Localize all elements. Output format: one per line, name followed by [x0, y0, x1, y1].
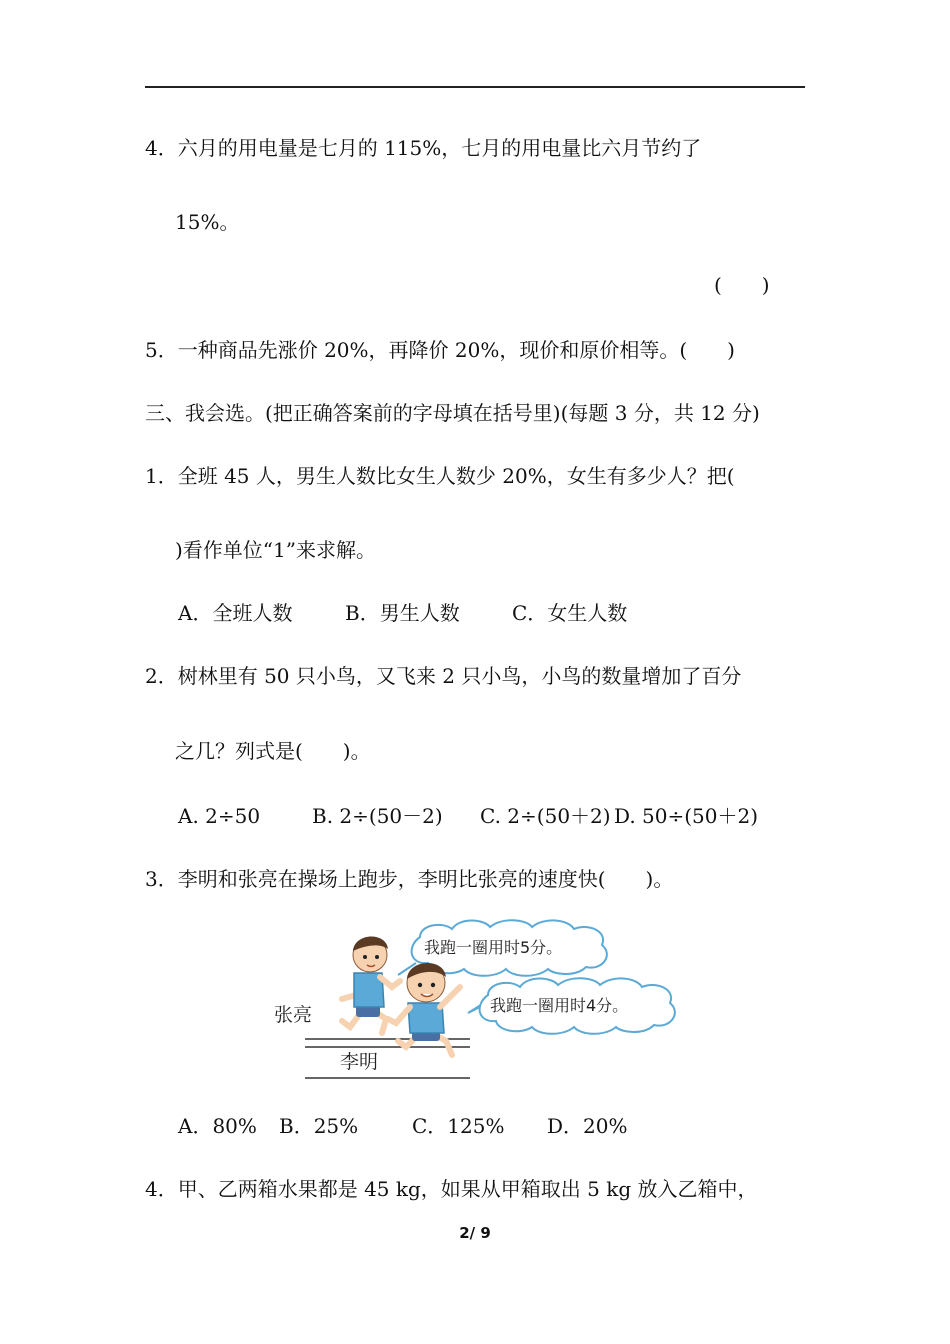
judge-q5: 5．一种商品先涨价 20%，再降价 20%，现价和原价相等。( ) — [145, 338, 735, 362]
q2-line2: 之几？列式是( )。 — [175, 739, 371, 763]
runner-li-ming — [388, 963, 460, 1055]
speech-bubble-bottom — [468, 978, 675, 1034]
section3-title: 三、我会选。(把正确答案前的字母填在括号里)(每题 3 分，共 12 分) — [145, 401, 760, 425]
q3-option-c[interactable]: C．125% — [412, 1114, 505, 1138]
running-boys-illustration — [270, 915, 680, 1087]
q3-option-b[interactable]: B．25% — [279, 1114, 359, 1138]
q4-line1: 4．甲、乙两箱水果都是 45 kg，如果从甲箱取出 5 kg 放入乙箱中， — [145, 1177, 758, 1201]
label-zhang-liang: 张亮 — [274, 1004, 313, 1026]
judge-q4-answer-paren[interactable]: ( ) — [714, 273, 770, 297]
bubble-bottom-text: 我跑一圈用时4分。 — [490, 996, 629, 1015]
q2-line1: 2．树林里有 50 只小鸟，又飞来 2 只小鸟，小鸟的数量增加了百分 — [145, 664, 742, 688]
header-rule — [145, 86, 805, 88]
q2-option-c[interactable]: C. 2÷(50＋2) — [480, 804, 611, 828]
judge-q4-line2: 15%。 — [175, 210, 240, 234]
bubble-top-text: 我跑一圈用时5分。 — [424, 938, 563, 957]
judge-q4-line1: 4．六月的用电量是七月的 115%，七月的用电量比六月节约了 — [145, 136, 702, 160]
q1-option-b[interactable]: B．男生人数 — [345, 601, 460, 625]
q2-option-a[interactable]: A. 2÷50 — [178, 804, 261, 828]
q1-line2: )看作单位“1”来求解。 — [175, 538, 376, 562]
q3-line1: 3．李明和张亮在操场上跑步，李明比张亮的速度快( )。 — [145, 867, 674, 891]
label-li-ming: 李明 — [340, 1051, 379, 1073]
q2-option-d[interactable]: D. 50÷(50＋2) — [614, 804, 759, 828]
page-number: 2/ 9 — [459, 1224, 491, 1242]
q3-option-a[interactable]: A．80% — [178, 1114, 257, 1138]
q1-line1: 1．全班 45 人，男生人数比女生人数少 20%，女生有多少人？把( — [145, 464, 735, 488]
q1-option-a[interactable]: A．全班人数 — [178, 601, 293, 625]
q1-option-c[interactable]: C．女生人数 — [512, 601, 628, 625]
q3-option-d[interactable]: D．20% — [547, 1114, 628, 1138]
q2-option-b[interactable]: B. 2÷(50－2) — [312, 804, 443, 828]
